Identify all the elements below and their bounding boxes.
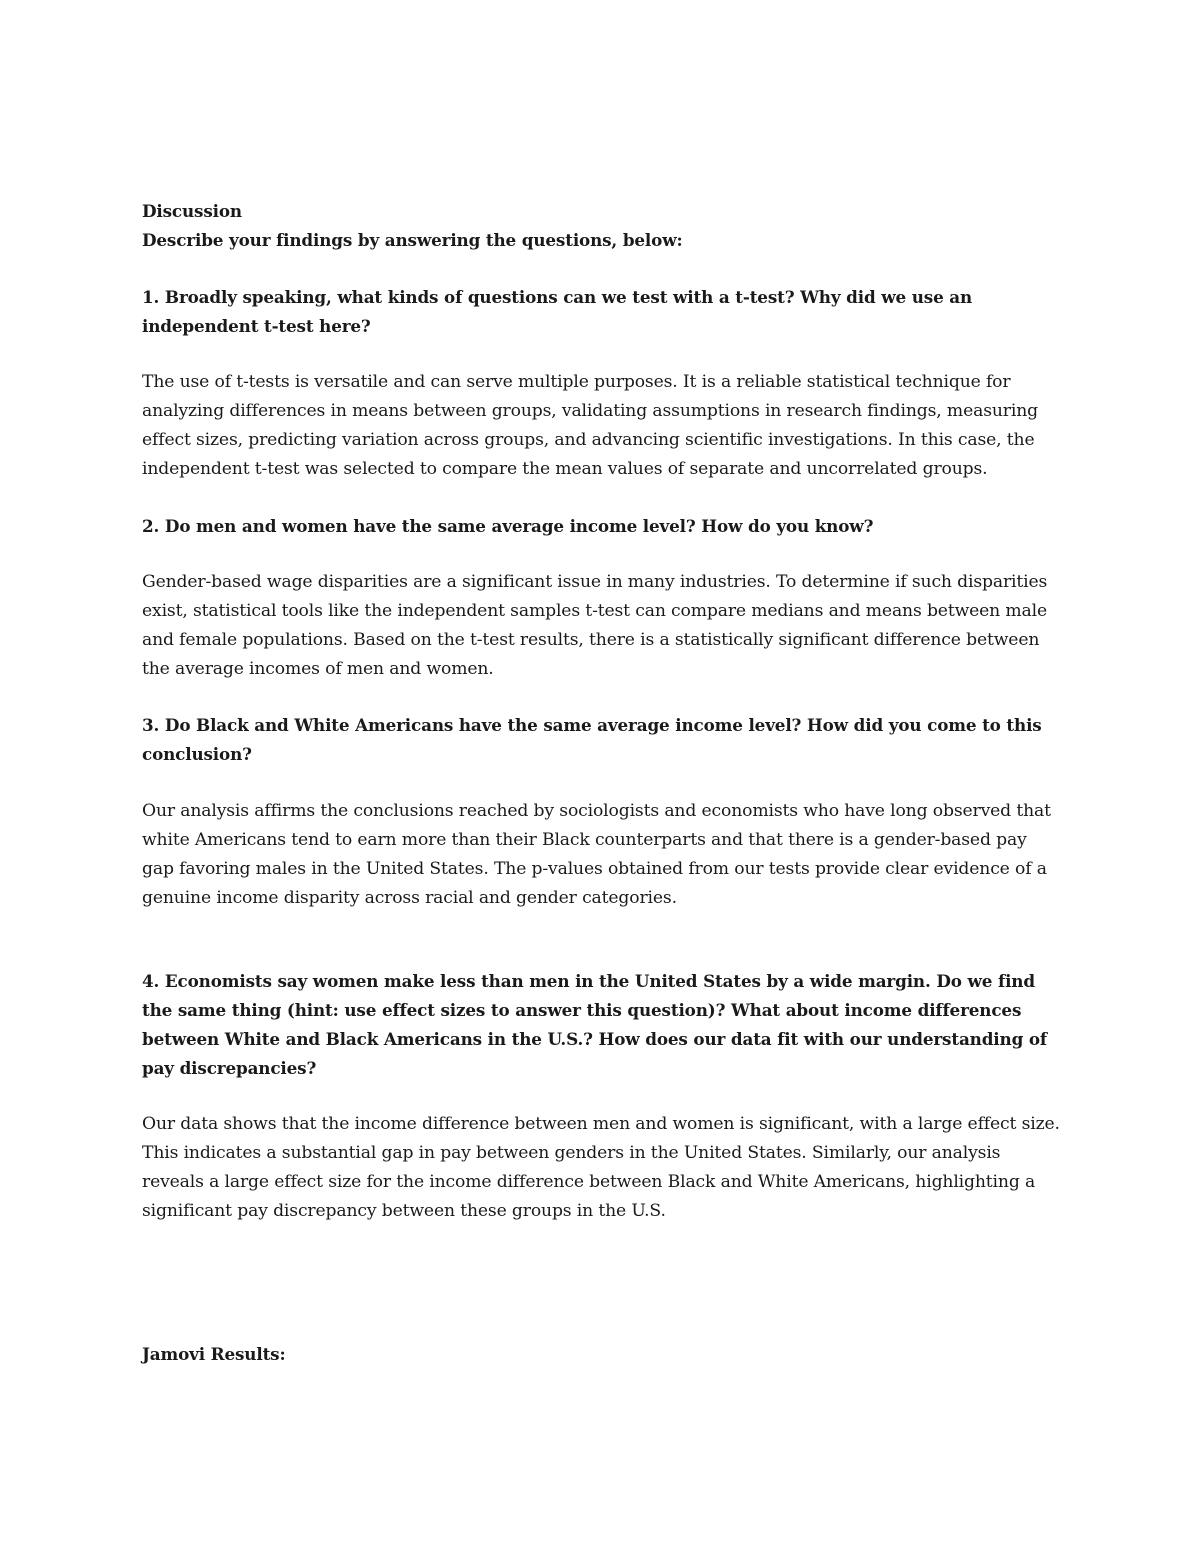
question-1: 1. Broadly speaking, what kinds of questions can we test with a t-test? Why did we use an independent t-test here? xyxy=(142,287,973,336)
question-3: 3. Do Black and White Americans have the same average income level? How did you come to this conclusion? xyxy=(142,715,1042,764)
answer-2: Gender-based wage disparities are a significant issue in many industries. To determine if such disparities exist, statistical tools like the independent samples t-test can compare medians and means between male and female populations. Based on the t-test results, there is a statistically significant difference between the average incomes of men and women. xyxy=(142,572,1048,679)
answer-1: The use of t-tests is versatile and can serve multiple purposes. It is a reliable statistical technique for analyzing differences in means between groups, validating assumptions in research findings, measuring effect sizes, predicting variation across groups, and advancing scientific investigations. In this case, the independent t-test was selected to compare the mean values of separate and uncorrelated groups. xyxy=(142,372,1038,479)
results-heading: Jamovi Results: xyxy=(142,1344,286,1364)
answer-4: Our data shows that the income difference between men and women is significant, with a large effect size. This indicates a substantial gap in pay between genders in the United States. Similarly, our analysis reveals a large effect size for the income difference between Black and White Americans, highlighting a significant pay discrepancy between these groups in the U.S. xyxy=(142,1114,1060,1221)
answer-3: Our analysis affirms the conclusions reached by sociologists and economists who have long observed that white Americans tend to earn more than their Black counterparts and that there is a gender-based pay gap favoring males in the United States. The p-values obtained from our tests provide clear evidence of a genuine income disparity across racial and gender categories. xyxy=(142,801,1051,908)
question-4: 4. Economists say women make less than men in the United States by a wide margin. Do we find the same thing (hint: use effect sizes to answer this question)? What about income differences between White and Black Americans in the U.S.? How does our data fit with our understanding of pay discrepancies? xyxy=(142,971,1047,1078)
section-heading: Discussion xyxy=(142,201,242,221)
question-2: 2. Do men and women have the same average income level? How do you know? xyxy=(142,516,874,536)
instructions: Describe your findings by answering the questions, below: xyxy=(142,230,683,250)
